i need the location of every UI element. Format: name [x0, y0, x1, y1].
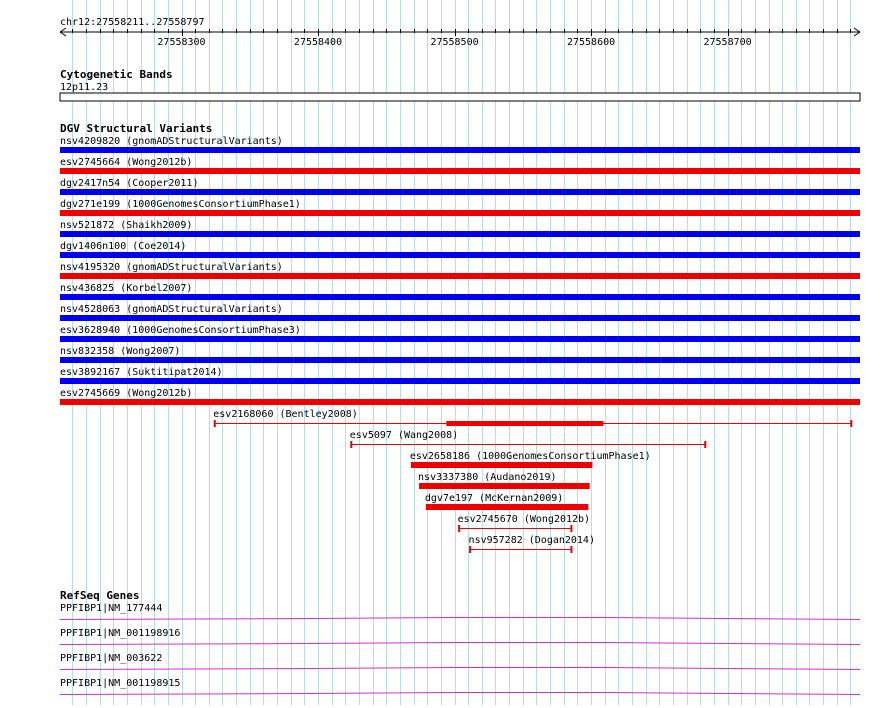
dgv-variant-row[interactable] — [60, 325, 860, 342]
dgv-variant-row[interactable] — [213, 409, 852, 427]
refseq-gene-intron-line[interactable] — [60, 668, 860, 670]
ruler-tick-label: 27558300 — [157, 37, 206, 48]
dgv-variant-row[interactable] — [60, 241, 860, 258]
cytoband-bar[interactable] — [60, 93, 860, 101]
dgv-variant-bar[interactable] — [60, 315, 860, 321]
dgv-variant-label: nsv832358 (Wong2007) — [60, 346, 181, 357]
ruler-tick-label: 27558500 — [430, 37, 479, 48]
dgv-variant-label: nsv521872 (Shaikh2009) — [60, 220, 193, 231]
dgv-variant-label: esv5097 (Wang2008) — [349, 430, 459, 441]
dgv-variant-row[interactable] — [60, 178, 860, 195]
dgv-track[interactable] — [60, 122, 860, 553]
dgv-variant-label: nsv4195320 (gnomADStructuralVariants) — [60, 262, 283, 273]
dgv-variant-label: esv2745664 (Wong2012b) — [60, 157, 193, 168]
dgv-variant-row[interactable] — [60, 283, 860, 300]
ruler-tick-label: 27558600 — [566, 37, 616, 48]
refseq-gene-intron-line[interactable] — [60, 643, 860, 645]
dgv-variant-label: nsv3337380 (Audano2019) — [418, 472, 557, 483]
dgv-variant-label: dgv2417n54 (Cooper2011) — [60, 178, 199, 189]
dgv-variant-label: esv3892167 (Suktitipat2014) — [60, 367, 223, 378]
dgv-variant-row[interactable] — [350, 430, 706, 448]
dgv-variant-bar[interactable] — [60, 273, 860, 279]
refseq-gene-label: PPFIBP1|NM_177444 — [60, 603, 163, 614]
dgv-variant-row[interactable] — [60, 346, 860, 363]
dgv-variant-label: esv2745669 (Wong2012b) — [60, 388, 193, 399]
cytoband-track-title: Cytogenetic Bands — [60, 68, 173, 81]
dgv-variant-bar[interactable] — [60, 210, 860, 216]
dgv-variant-label: nsv4528063 (gnomADStructuralVariants) — [60, 304, 283, 315]
dgv-variant-bar[interactable] — [60, 399, 860, 405]
dgv-variant-bar[interactable] — [60, 336, 860, 342]
ruler-tick-label: 27558400 — [293, 37, 343, 48]
refseq-gene-label: PPFIBP1|NM_003622 — [60, 653, 163, 664]
dgv-variant-label: dgv7e197 (McKernan2009) — [424, 493, 564, 504]
dgv-variant-bar[interactable] — [60, 147, 860, 153]
dgv-variant-row[interactable] — [60, 262, 860, 279]
dgv-variant-bar[interactable] — [60, 294, 860, 300]
dgv-variant-row[interactable] — [418, 472, 590, 489]
dgv-variant-row[interactable] — [60, 388, 860, 405]
dgv-variant-row[interactable] — [60, 157, 860, 174]
dgv-track-title: DGV Structural Variants — [60, 122, 213, 135]
dgv-variant-row[interactable] — [60, 367, 860, 384]
refseq-gene-row[interactable] — [60, 603, 860, 620]
dgv-variant-bar[interactable] — [419, 483, 590, 489]
dgv-variant-bar[interactable] — [60, 231, 860, 237]
dgv-variant-row[interactable] — [60, 136, 860, 153]
refseq-gene-intron-line[interactable] — [60, 618, 860, 620]
dgv-variant-bar[interactable] — [60, 378, 860, 384]
refseq-gene-intron-line[interactable] — [60, 693, 860, 695]
cytoband-label: 12p11.23 — [60, 82, 109, 93]
dgv-variant-label: nsv957282 (Dogan2014) — [468, 535, 595, 546]
dgv-variant-row[interactable] — [60, 199, 860, 216]
refseq-track-title: RefSeq Genes — [60, 589, 140, 602]
dgv-variant-bar[interactable] — [60, 168, 860, 174]
dgv-variant-bar[interactable] — [411, 462, 593, 468]
dgv-variant-row[interactable] — [425, 493, 588, 510]
dgv-variant-label: esv2168060 (Bentley2008) — [213, 409, 358, 420]
ruler-track[interactable] — [60, 17, 860, 48]
cytoband-track[interactable] — [60, 68, 860, 101]
dgv-variant-row[interactable] — [410, 451, 651, 468]
dgv-variant-bar[interactable] — [60, 357, 860, 363]
refseq-gene-label: PPFIBP1|NM_001198916 — [60, 628, 181, 639]
refseq-gene-row[interactable] — [60, 653, 860, 670]
dgv-full-span-variants — [60, 136, 860, 405]
dgv-variant-label: nsv436825 (Korbel2007) — [60, 283, 193, 294]
ruler-tick-label: 27558700 — [703, 37, 752, 48]
refseq-gene-row[interactable] — [60, 628, 860, 645]
dgv-variant-row[interactable] — [60, 220, 860, 237]
dgv-partial-variants — [213, 409, 852, 553]
ruler-region-label: chr12:27558211..27558797 — [60, 17, 205, 28]
grid-lines — [73, 0, 851, 705]
refseq-gene-label: PPFIBP1|NM_001198915 — [60, 678, 181, 689]
dgv-variant-label: esv2745670 (Wong2012b) — [457, 514, 591, 525]
dgv-variant-row[interactable] — [60, 304, 860, 321]
refseq-gene-row[interactable] — [60, 678, 860, 695]
dgv-variant-label: dgv271e199 (1000GenomesConsortiumPhase1) — [60, 199, 301, 210]
dgv-variant-bar[interactable] — [60, 252, 860, 258]
dgv-variant-label: dgv1406n100 (Coe2014) — [60, 241, 187, 252]
refseq-track[interactable] — [60, 589, 860, 695]
refseq-gene-list — [60, 603, 860, 695]
dgv-variant-inner-bar[interactable] — [446, 421, 603, 426]
dgv-variant-row[interactable] — [469, 535, 595, 553]
dgv-variant-bar[interactable] — [426, 504, 588, 510]
dgv-variant-label: esv2658186 (1000GenomesConsortiumPhase1) — [409, 451, 651, 462]
dgv-variant-label: nsv4209820 (gnomADStructuralVariants) — [60, 136, 283, 147]
dgv-variant-label: esv3628940 (1000GenomesConsortiumPhase3) — [60, 325, 301, 336]
dgv-variant-bar[interactable] — [60, 189, 860, 195]
